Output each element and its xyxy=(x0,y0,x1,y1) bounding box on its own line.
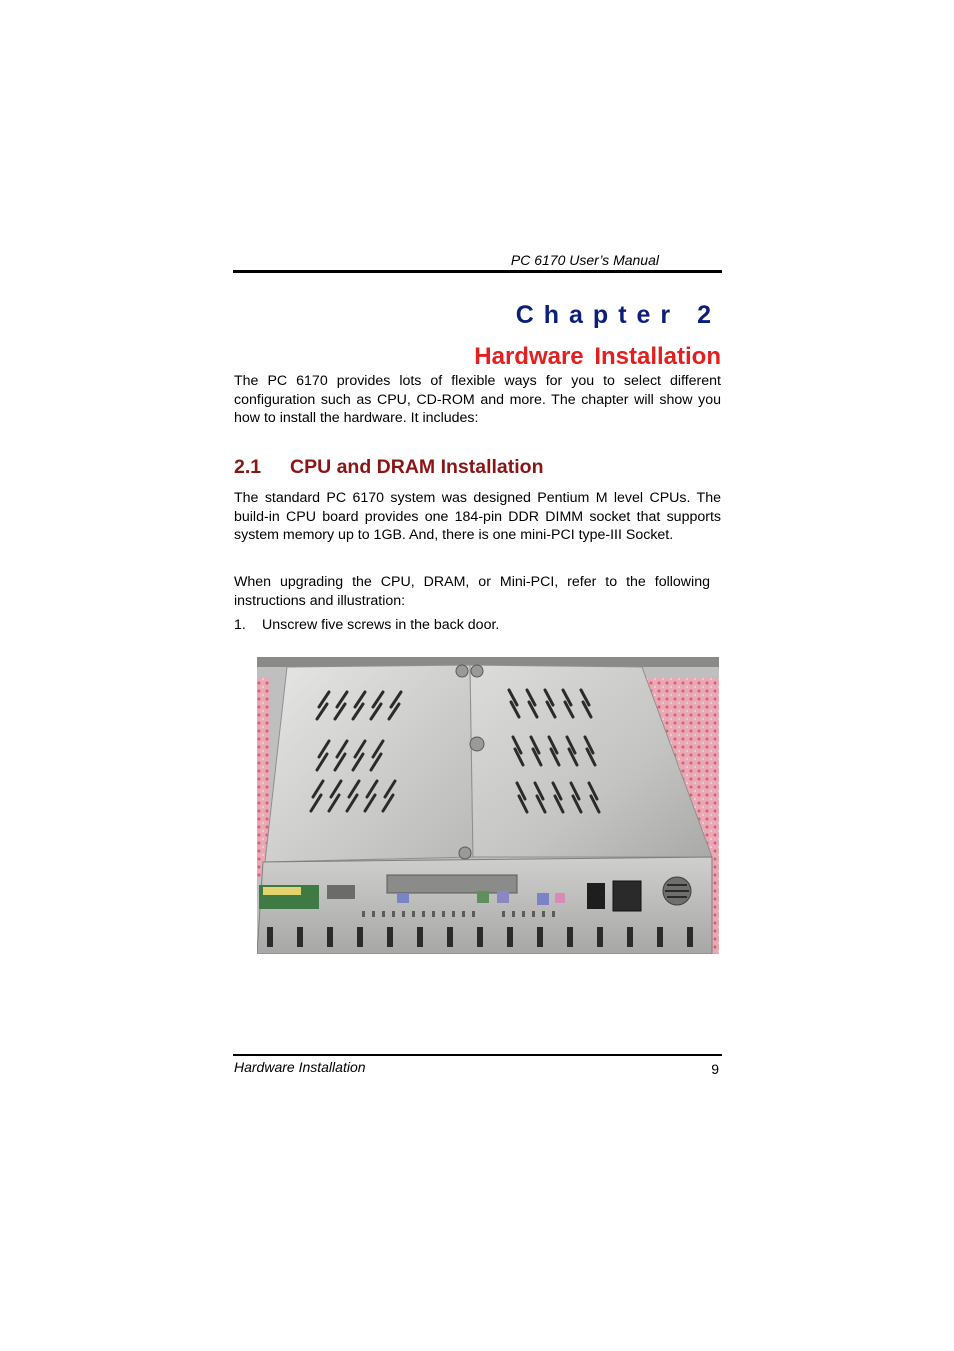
chapter-label: Chapter 2 xyxy=(515,301,721,329)
section-title: CPU and DRAM Installation xyxy=(290,456,544,478)
intro-paragraph: The PC 6170 provides lots of flexible ways for you to select different configuration such as CPU, CD-ROM and more. The chapter will show you how to install the hardware. It includes: xyxy=(234,373,721,426)
section-paragraph-2: When upgrading the CPU, DRAM, or Mini-PCI, refer to the following instructions and illustration: xyxy=(234,574,710,609)
page-number: 9 xyxy=(711,1061,719,1077)
footer-section-title: Hardware Installation xyxy=(234,1059,366,1075)
back-door-photo xyxy=(257,657,719,954)
section-paragraph-1: The standard PC 6170 system was designed Pentium M level CPUs. The build-in CPU board provides one 184-pin DDR DIMM socket that supports system memory up to 1GB. And, there is one mini-PCI type-III Socket. xyxy=(234,490,721,543)
header-rule xyxy=(233,270,722,273)
footer-rule xyxy=(233,1054,722,1056)
step-text: Unscrew five screws in the back door. xyxy=(262,617,500,633)
section-heading xyxy=(234,455,721,479)
back-door-photo-illustration xyxy=(257,657,719,954)
step-marker: 1. xyxy=(234,617,246,633)
section-number: 2.1 xyxy=(234,456,262,478)
step-item xyxy=(234,616,499,634)
running-header: PC 6170 User’s Manual xyxy=(510,252,659,268)
chapter-title: Hardware Installation xyxy=(474,343,721,370)
